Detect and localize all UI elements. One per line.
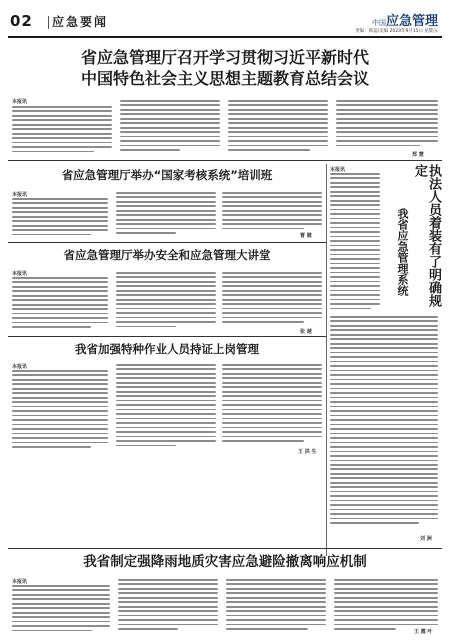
special-ops-headline: 我省加强特种作业人员持证上岗管理: [75, 342, 259, 356]
lead-col-4: [336, 100, 438, 149]
side-headline-main: 执法人员着装有了明确规定: [412, 164, 441, 307]
bottom-col-3: [226, 579, 326, 633]
training-byline: 曹 健: [300, 233, 312, 239]
training-col-1: [12, 198, 108, 238]
separator: [8, 242, 326, 243]
side-byline: 刘 洲: [420, 536, 432, 542]
side-dateline: 本报讯: [330, 167, 346, 173]
special-ops-col-3: [222, 364, 322, 445]
bottom-col-2: [118, 579, 218, 633]
masthead-rule: [8, 36, 442, 38]
lecture-col-2: [116, 272, 216, 330]
special-ops-byline: 王 洪 生: [298, 449, 317, 455]
lead-headline-1: 省应急管理厅召开学习贯彻习近平新时代: [80, 48, 369, 67]
training-dateline: 本报讯: [12, 192, 28, 198]
lecture-headline: 省应急管理厅举办安全和应急管理大讲堂: [63, 248, 271, 262]
lead-dateline: 本报讯: [12, 99, 28, 105]
masthead-divider: [48, 16, 49, 29]
lead-col-2: [120, 100, 220, 154]
issue-info: 责编：韩蕊/美编 2023年9月15日 星期五: [355, 29, 438, 34]
lecture-byline: 张 越: [300, 329, 312, 335]
training-col-3: [222, 192, 322, 232]
separator: [8, 548, 442, 549]
special-ops-dateline: 本报讯: [12, 364, 28, 370]
lecture-col-1: [12, 277, 108, 331]
brand-prefix: 中国: [371, 19, 386, 27]
brand-logo: [372, 10, 438, 29]
side-col-top: [330, 173, 380, 312]
section-name: 应急要闻: [52, 15, 109, 29]
lead-col-1: [12, 106, 112, 155]
separator: [8, 336, 326, 337]
lead-col-3: [228, 100, 328, 154]
brand-title: 应急管理: [385, 14, 438, 29]
lead-headline-2: 中国特色社会主义思想主题教育总结会议: [80, 69, 369, 88]
page-number: 02: [10, 12, 33, 30]
lecture-col-3: [222, 272, 322, 326]
side-headline-sub: 我省应急管理系统: [396, 208, 409, 296]
bottom-byline: 王 霞 叶: [414, 629, 433, 635]
column-divider: [326, 164, 327, 556]
newspaper-page: [8, 8, 442, 634]
masthead: [8, 8, 442, 44]
training-col-2: [116, 192, 216, 237]
special-ops-col-1: [12, 370, 108, 451]
bottom-headline: 我省制定强降雨地质灾害应急避险撤离响应机制: [83, 554, 367, 570]
lecture-dateline: 本报讯: [12, 271, 28, 277]
lead-byline: 郑 慧: [412, 152, 424, 158]
training-headline: 省应急管理厅举办“国家考核系统”培训班: [61, 168, 273, 182]
bottom-col-4: [334, 579, 438, 633]
special-ops-col-2: [116, 364, 216, 449]
side-col-bottom: [330, 316, 438, 527]
bottom-col-1: [12, 585, 110, 634]
separator: [8, 160, 442, 161]
bottom-dateline: 本报讯: [12, 579, 28, 585]
